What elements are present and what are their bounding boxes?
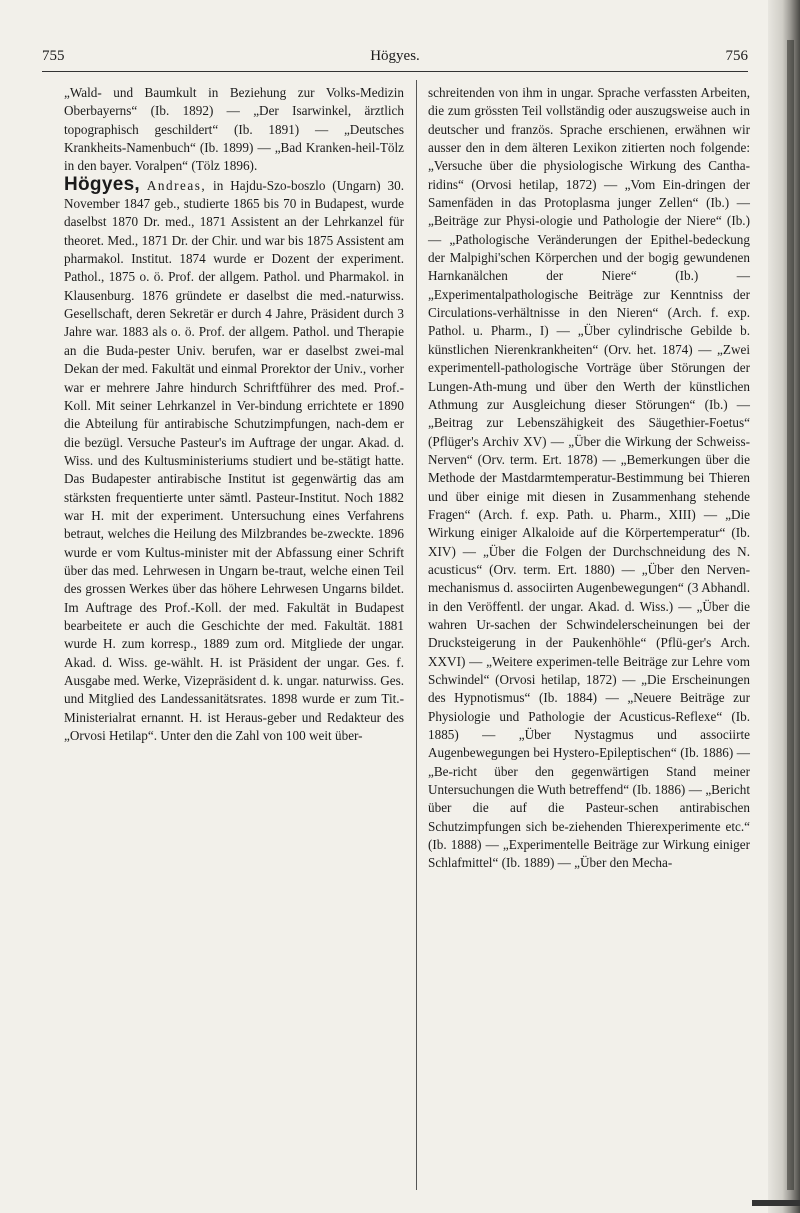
previous-entry-continuation: „Wald- und Baumkult in Beziehung zur Volks-Medizin Oberbayerns“ (Ib. 1892) — „Der Isarwinkel, ärztlich topographisch geschildert“ (Ib. 1891) — „Deutsches Krankheits-Namenbuch“ (Ib. 1899) — „Bad Kranken-heil-Tölz in den bayer. Voralpen“ (Tölz 1896). <box>64 85 404 174</box>
entry-hoegyes <box>64 173 404 746</box>
page-number-left: 755 <box>42 48 65 64</box>
page-header <box>42 48 748 70</box>
right-column <box>428 84 750 873</box>
header-rule <box>42 71 748 72</box>
page-number-right: 756 <box>725 48 748 64</box>
entry-body: in Hajdu-Szo-boszlo (Ungarn) 30. November 1847 geb., studierte 1865 bis 70 in Budapest, wurde daselbst 1870 Dr. med., 1871 Assistent an der Lehrkanzel für theoret. Med., 1871 Dr. der Chir. und war bis 1875 Assistent am pharmakol. Institut. 1874 wurde er Dozent der experiment. Pathol., 1875 o. ö. Prof. der allgem. Pathol. und Pharmakol. in Klausenburg. 1876 gründete er daselbst die med.-naturwiss. Gesellschaft, deren Sekretär er durch 4 Jahre, Präsident durch 3 Jahre war. 1883 als o. ö. Prof. der allgem. Pathol. und Therapie an die Buda-pester Univ. berufen, war er daselbst zwei-mal Dekan der med. Fakultät und einmal Prorektor der Univ., vorher war er mehrere Jahre hindurch Schriftführer des med. Prof.-Koll. Mit seiner Lehrkanzel in Ver-bindung errichtete er 1890 die Abteilung für antirabische Schutzimpfungen, nach-dem er die bezügl. Versuche Pasteur's im Auftrage der ungar. Akad. d. Wiss. und des Kultusministeriums studiert und be-stätigt hatte. Das Budapester antirabische Institut ist gegenwärtig das am stärksten frequentierte unter sämtl. Pasteur-Institut. Noch 1882 war H. mit der experiment. Untersuchung eines Verfahrens betraut, welches die Heilung des Milzbrandes be-zweckte. 1896 wurde er vom Kultus-minister mit der Abfassung einer Schrift über das med. Lehrwesen in Ungarn be-traut, welche einen Teil des grossen Werkes über das höhere Lehrwesen Ungarns bildet. Im Auftrage des Prof.-Koll. der med. Fakultät in Budapest bearbeitete er auch die Geschichte der med. Fakultät. 1881 wurde H. zum korresp., 1889 zum ord. Mitgliede der ungar. Akad. d. Wiss. ge-wählt. H. ist Präsident der ungar. Ges. f. Ausgabe med. Werke, Vizepräsident d. k. ungar. naturwiss. Ges. und Mitglied des Landessanitätsrates. 1898 wurde er zum Tit.-Ministerialrat ernannt. H. ist Heraus-geber und Redakteur des „Orvosi Hetilap“. Unter den die Zahl von 100 weit über- <box>64 177 404 744</box>
running-title: Högyes. <box>370 48 420 64</box>
entry-given-name: Andreas, <box>146 177 207 193</box>
binding-edge <box>787 40 794 1190</box>
scan-edge-mark <box>752 1200 800 1206</box>
column-divider <box>416 80 417 1190</box>
entry-headword: Högyes, <box>64 173 141 195</box>
entry-continuation: schreitenden von ihm in ungar. Sprache verfassten Arbeiten, die zum grössten Teil vollständig oder auszugsweise auch in deutscher und französ. Sprache erschienen, erwähnen wir ausser den in dem älteren Lexikon zitierten noch folgende: „Versuche über die physiologische Wirkung des Cantha-ridins“ (Orvosi hetilap, 1872) — „Vom Ein-dringen der Samenfäden in das Protoplasma junger Zellen“ (Ib.) — „Beiträge zur Physi-ologie und Pathologie der Niere“ (Ib.) — „Pathologische Veränderungen der Epithel-bedeckung der Malpighi'schen Körperchen und der bogig gewundenen Harnkanälchen der Niere“ (Ib.) — „Experimentalpathologische Beiträge zur Kenntniss der Circulations-verhältnisse in den Nieren“ (Arch. f. exp. Pathol. u. Pharm., I) — „Über cylindrische Gebilde b. künstlichen Nierenkrankheiten“ (Orv. het. 1874) — „Zwei experimentell-pathologische Vorträge über Störungen der Lungen-Ath-mung und über den Werth der künstlichen Athmung zur Ausgleichung dieser Störungen“ (Ib.) — „Beitrag zur Lebenszähigkeit des Säugethier-Foetus“ (Pflüger's Archiv XV) — „Über die Wirkung der Schweiss-Nerven“ (Orv. term. Ert. 1878) — „Bemerkungen über die Methode der Mastdarmtemperatur-Bestimmung bei Thieren und über einige mit diesen in Zusammenhang stehende Fragen“ (Arch. f. exp. Path. u. Pharm., XIII) — „Die Wirkung einiger Alkaloide auf die Körpertemperatur“ (Ib. XIV) — „Über die Folgen der Durchschneidung des N. acusticus“ (Orv. term. Ert. 1880) — „Über den Nerven-mechanismus d. associirten Augenbewegungen“ (3 Abhandl. in den Veröffentl. der ungar. Akad. d. Wiss.) — „Über die wahren Ur-sachen der Schwindelerscheinungen bei der Drucksteigerung in der Paukenhöhle“ (Pflü-ger's Arch. XXVI) — „Weitere experimen-telle Beiträge zur Lehre vom Schwindel“ (Orvosi hetilap, 1872) — „Die Erscheinungen des Hypnotismus“ (Ib. 1884) — „Neuere Beiträge zur Physiologie und Pathologie der Acusticus-Reflexe“ (Ib. 1885) — „Über Nystagmus und associirte Augenbewegungen bei Hystero-Epileptischen“ (Ib. 1886) — „Be-richt über den gegenwärtigen Stand meiner Untersuchungen die Wuth betreffend“ (Ib. 1886) — „Bericht über die auf die Pasteur-schen antirabischen Schutzimpfungen sich be-ziehenden Thierexperimente etc.“ (Ib. 1888) — „Experimentelle Beiträge zur Wirkung einiger Schlafmittel“ (Ib. 1889) — „Über den Mecha- <box>428 85 750 871</box>
page-edge-shadow <box>768 0 800 1213</box>
left-column <box>64 84 404 745</box>
